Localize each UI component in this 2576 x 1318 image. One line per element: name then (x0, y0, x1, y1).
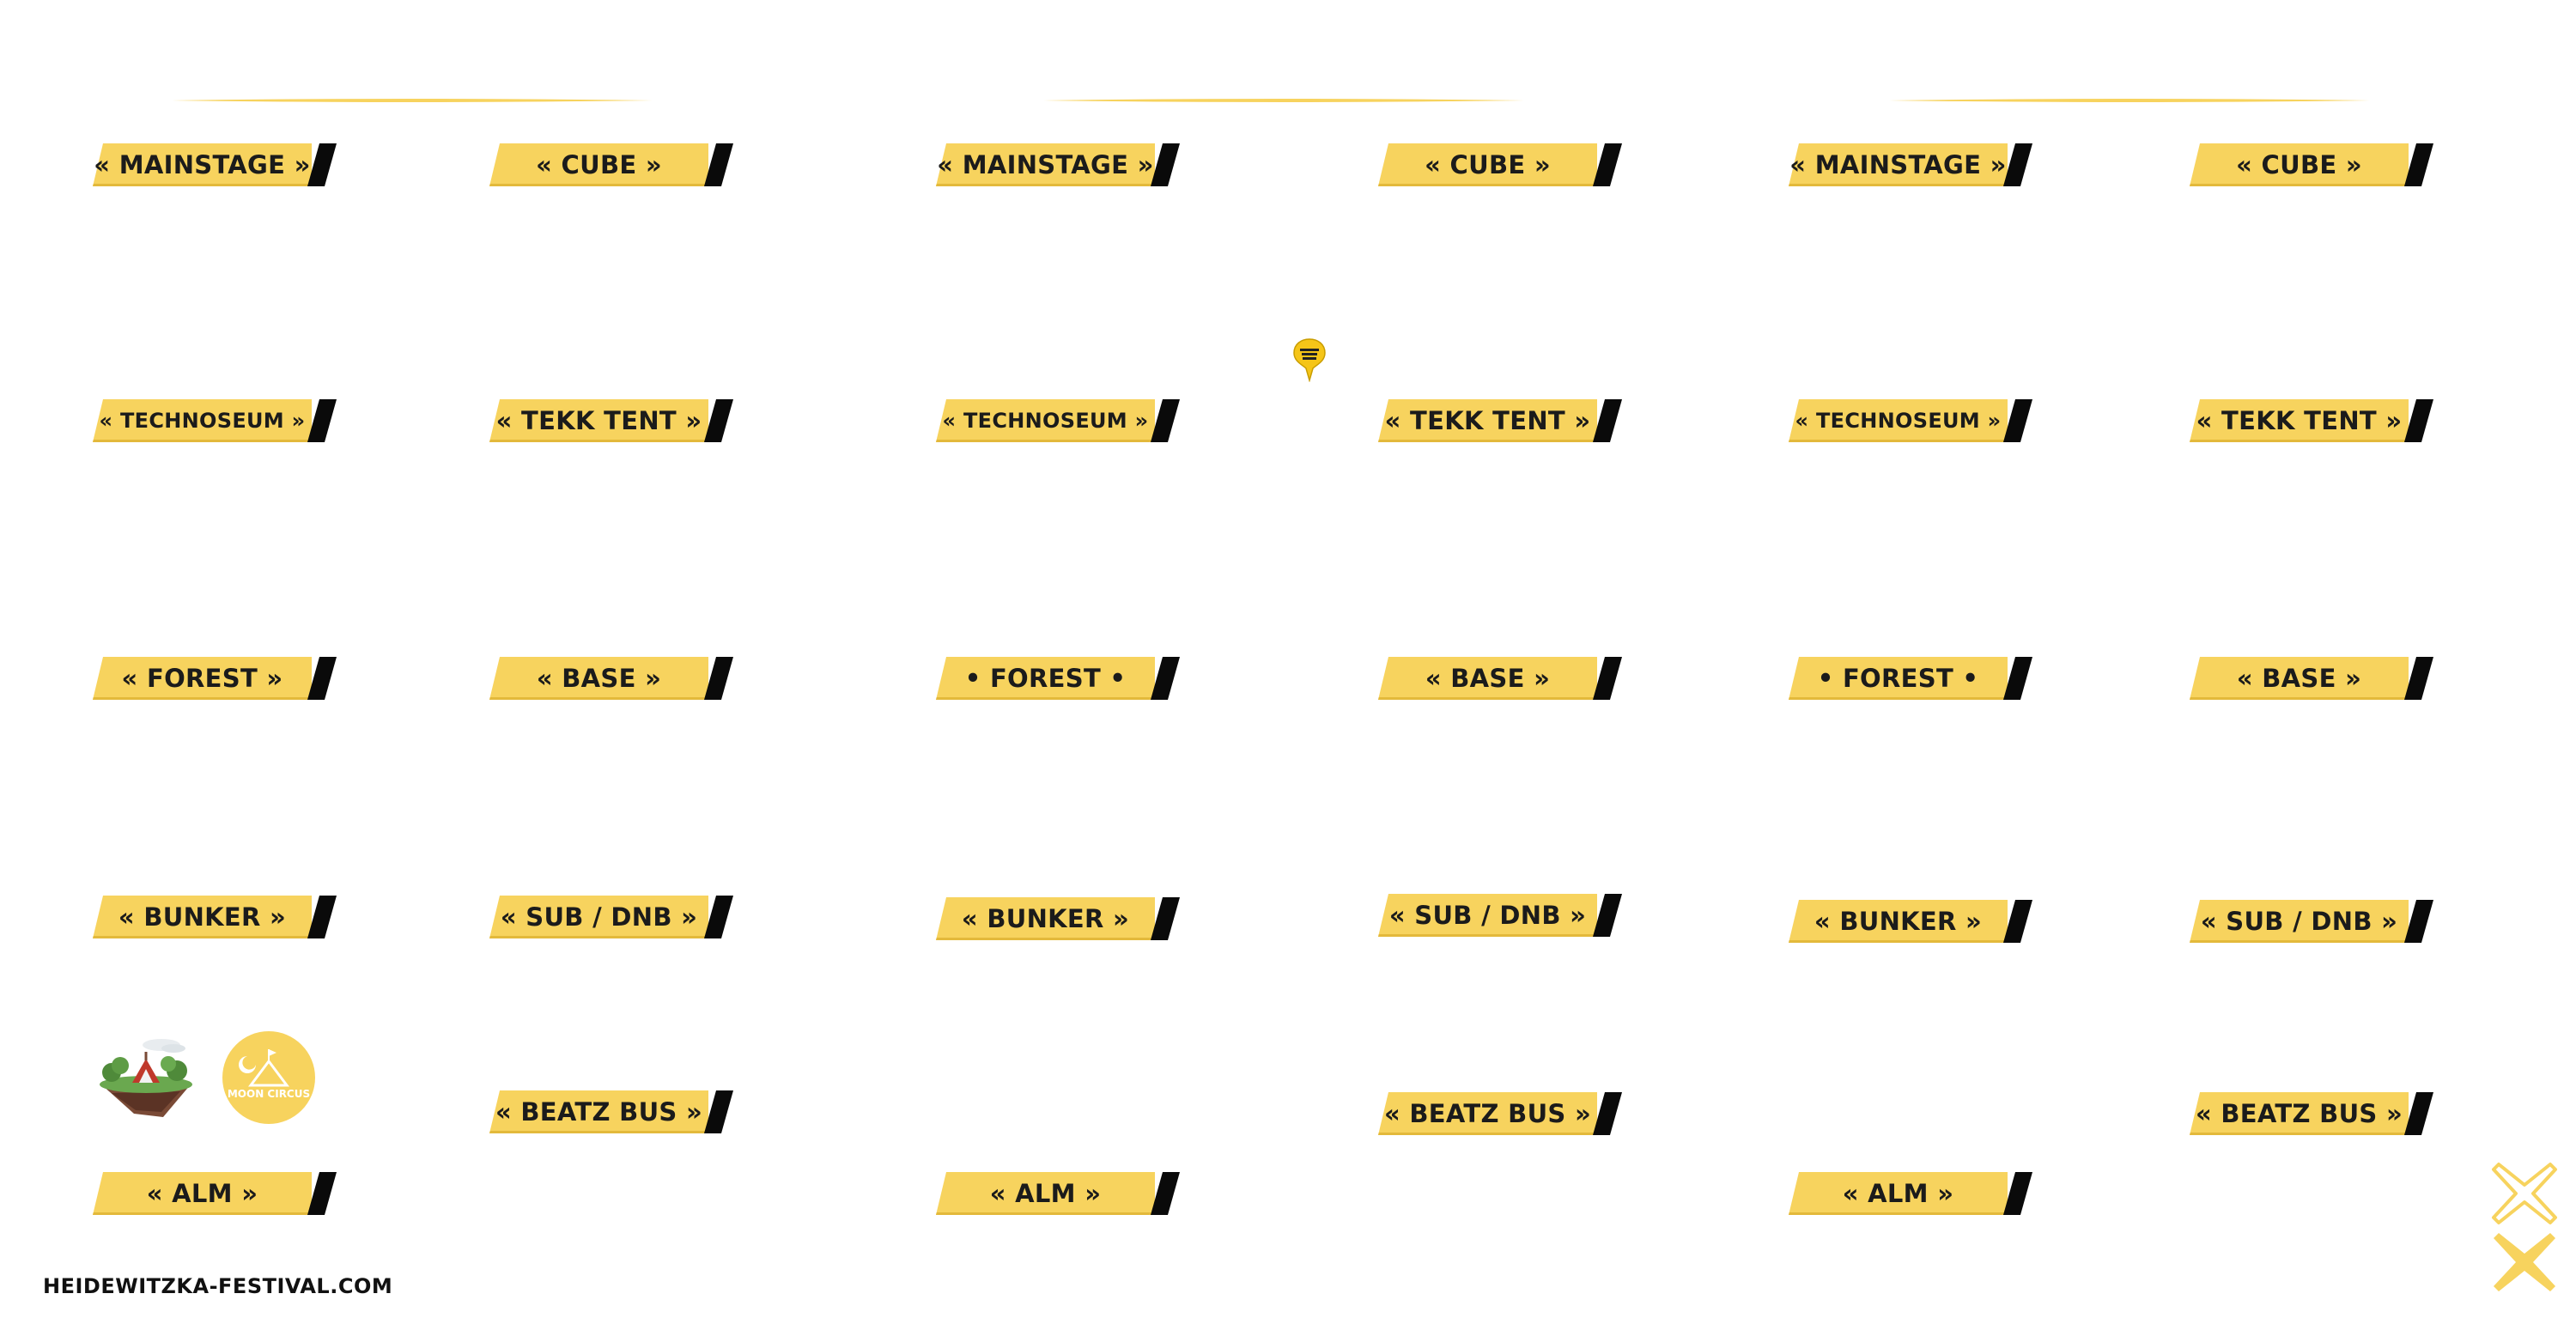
stage-label-mainstage[interactable] (936, 143, 1176, 186)
stage-label-text: « CUBE » (2236, 150, 2362, 179)
moon-circus-text: MOON CIRCUS (227, 1088, 311, 1100)
stage-label-text: « BASE » (536, 664, 662, 693)
stage-label-text: « MAINSTAGE » (94, 150, 311, 179)
stage-label-technoseum[interactable] (93, 399, 333, 442)
stage-label-alm[interactable] (936, 1172, 1176, 1215)
stage-label-forest[interactable] (936, 657, 1176, 700)
stage-label-sub-dnb[interactable] (1378, 894, 1619, 937)
stage-label-text: « BASE » (2236, 664, 2362, 693)
stage-label-text: « ALM » (1842, 1179, 1954, 1208)
stage-label-technoseum[interactable] (1789, 399, 2029, 442)
stage-label-text: • FOREST • (964, 664, 1127, 693)
double-x-solid-icon (2490, 1228, 2559, 1297)
stage-label-text: « BASE » (1425, 664, 1551, 693)
stage-label-text: « ALM » (989, 1179, 1102, 1208)
stage-label-text: « FOREST » (121, 664, 283, 693)
stage-label-text: « CUBE » (536, 150, 662, 179)
moon-circus-logo (222, 1030, 316, 1125)
stage-label-bunker[interactable] (1789, 900, 2029, 943)
stage-label-bunker[interactable] (93, 896, 333, 938)
stage-label-text: « TEKK TENT » (2196, 406, 2403, 435)
stage-label-tekk-tent[interactable] (489, 399, 730, 442)
stage-label-text: « TECHNOSEUM » (99, 409, 306, 433)
stage-label-text: • FOREST • (1817, 664, 1979, 693)
brush-stroke-col2 (1043, 98, 1524, 103)
map-pin-icon[interactable] (1292, 337, 1327, 382)
stage-label-alm[interactable] (93, 1172, 333, 1215)
stage-label-technoseum[interactable] (936, 399, 1176, 442)
stage-label-forest[interactable] (93, 657, 333, 700)
stage-label-cube[interactable] (489, 143, 730, 186)
stage-label-beatz-bus[interactable] (489, 1090, 730, 1133)
stage-label-text: « SUB / DNB » (2200, 907, 2398, 936)
stage-label-mainstage[interactable] (1789, 143, 2029, 186)
brush-stroke-col1 (172, 98, 653, 103)
stage-label-sub-dnb[interactable] (489, 896, 730, 938)
stage-label-text: « TECHNOSEUM » (1795, 409, 2002, 433)
stage-label-beatz-bus[interactable] (1378, 1092, 1619, 1135)
stage-label-text: « SUB / DNB » (1388, 901, 1587, 930)
stage-label-text: « MAINSTAGE » (937, 150, 1154, 179)
stage-label-text: « BEATZ BUS » (2195, 1099, 2403, 1128)
stage-label-mainstage[interactable] (93, 143, 333, 186)
floating-island-logo (94, 1035, 197, 1121)
stage-label-sub-dnb[interactable] (2190, 900, 2430, 943)
stage-label-base[interactable] (489, 657, 730, 700)
stage-label-tekk-tent[interactable] (1378, 399, 1619, 442)
stage-label-cube[interactable] (2190, 143, 2430, 186)
stage-label-text: « BUNKER » (1814, 907, 1983, 936)
stage-label-text: « TECHNOSEUM » (942, 409, 1149, 433)
stage-label-text: « TEKK TENT » (495, 406, 702, 435)
stage-label-text: « TEKK TENT » (1384, 406, 1591, 435)
stage-label-text: « ALM » (146, 1179, 258, 1208)
stage-label-cube[interactable] (1378, 143, 1619, 186)
stage-label-text: « MAINSTAGE » (1789, 150, 2007, 179)
stage-label-forest[interactable] (1789, 657, 2029, 700)
stage-label-beatz-bus[interactable] (2190, 1092, 2430, 1135)
stage-label-text: « BEATZ BUS » (1383, 1099, 1592, 1128)
stage-label-tekk-tent[interactable] (2190, 399, 2430, 442)
footer-website-link[interactable]: HEIDEWITZKA-FESTIVAL.COM (43, 1274, 393, 1298)
stage-label-alm[interactable] (1789, 1172, 2029, 1215)
stage-label-text: « BUNKER » (961, 904, 1130, 933)
brush-stroke-col3 (1889, 98, 2370, 103)
stage-label-text: « BEATZ BUS » (495, 1097, 703, 1127)
stage-label-text: « BUNKER » (118, 902, 287, 932)
stage-label-text: « CUBE » (1425, 150, 1551, 179)
stage-label-text: « SUB / DNB » (500, 902, 698, 932)
stage-label-bunker[interactable] (936, 897, 1176, 940)
stage-label-base[interactable] (2190, 657, 2430, 700)
stage-label-base[interactable] (1378, 657, 1619, 700)
double-x-outline-icon (2490, 1159, 2559, 1228)
